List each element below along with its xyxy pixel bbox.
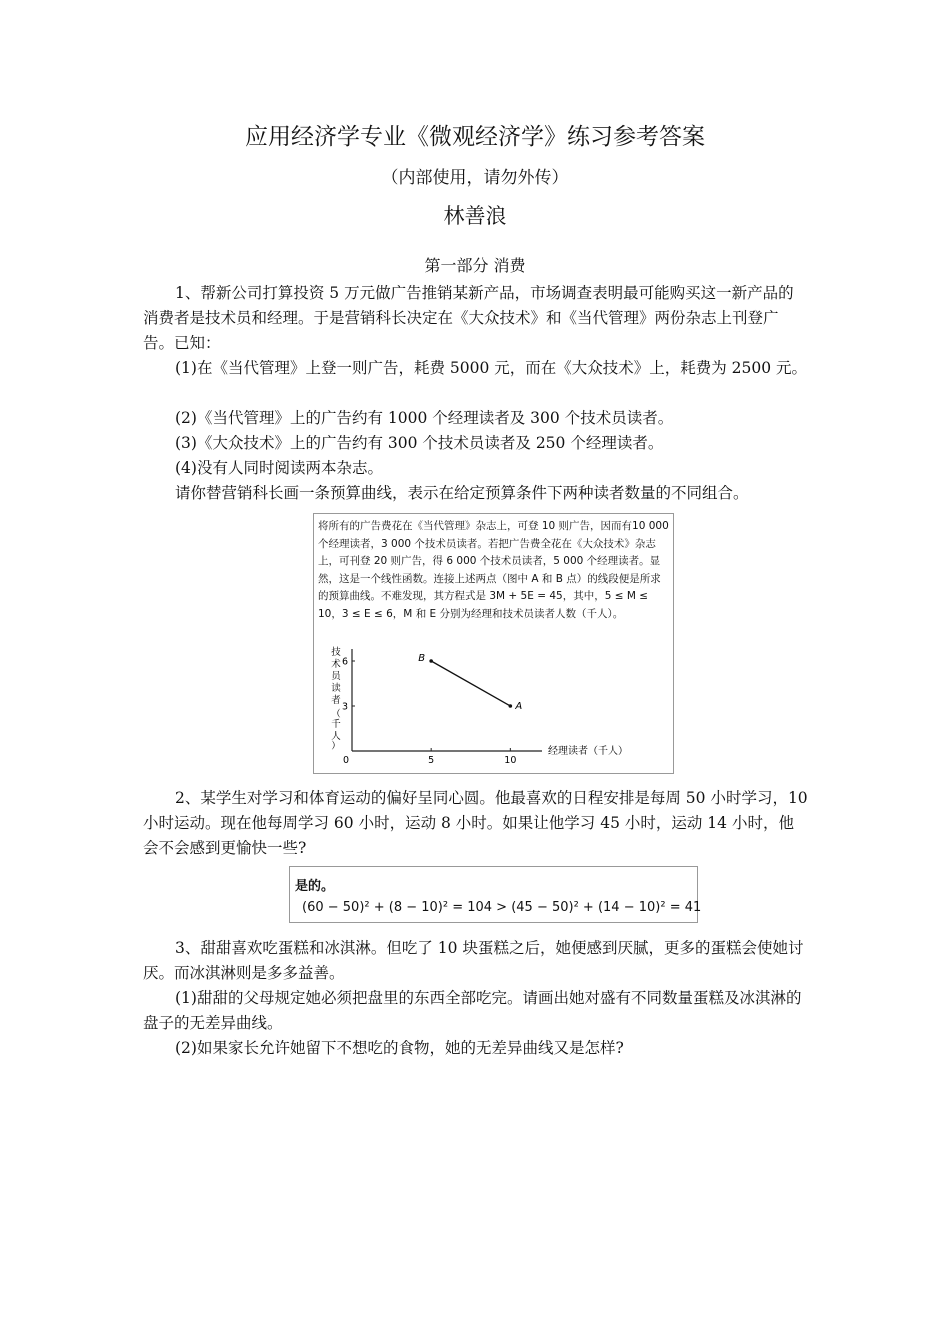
x-tick-label-10: 10 — [504, 755, 517, 766]
ylabel-line-2: 术 — [331, 659, 341, 670]
y-tick-label-3: 3 — [341, 701, 348, 713]
y-tick-label-6: 6 — [341, 656, 348, 668]
page-title: 应用经济学专业《微观经济学》练习参考答案 — [245, 124, 705, 150]
q3-condition-1: (1)甜甜的父母规定她必须把盘里的东西全部吃完。请画出她对盛有不同数量蛋糕及冰淇淋的盘子的无差异曲线。 — [143, 989, 802, 1032]
budget-line-segment — [431, 661, 510, 706]
budget-line-chart — [314, 641, 673, 771]
q1-question: 请你替营销科长画一条预算曲线，表示在给定预算条件下两种读者数量的不同组合。 — [175, 484, 749, 502]
x-tick-label-0: 0 — [342, 755, 350, 766]
section-heading: 第一部分 消费 — [424, 256, 526, 275]
q1-condition-4: (4)没有人同时阅读两本杂志。 — [175, 459, 383, 477]
q1-intro: 1、帮新公司打算投资 5 万元做广告推销某新产品，市场调查表明最可能购买这一新产品的消费者是技术员和经理。于是营销科长决定在《大众技术》和《当代管理》两份杂志上刊登广告。已知： — [143, 284, 794, 352]
chart-marks — [342, 653, 522, 766]
ylabel-line-3: 员 — [331, 671, 341, 682]
ylabel-line-8: 人 — [331, 731, 341, 742]
ylabel-line-6: （ — [331, 709, 341, 720]
q3-intro: 3、甜甜喜欢吃蛋糕和冰淇淋。但吃了 10 块蛋糕之后，她便感到厌腻，更多的蛋糕会使她讨厌。而冰淇淋则是多多益善。 — [143, 939, 804, 982]
q2-answer-equation: (60 − 50)² + (8 − 10)² = 104 > (45 − 50)² + (14 − 10)² = 41 — [302, 900, 702, 915]
q1-condition-1: (1)在《当代管理》上登一则广告，耗费 5000 元，而在《大众技术》上，耗费为 2500 元。 — [175, 359, 808, 377]
ylabel-line-5: 者 — [331, 695, 341, 706]
ylabel-line-1: 技 — [331, 647, 341, 658]
ylabel-line-9: ） — [331, 741, 341, 752]
ylabel-line-4: 读 — [331, 683, 341, 694]
point-label-b: B — [418, 653, 426, 664]
x-tick-label-5: 5 — [428, 755, 435, 766]
ylabel-line-7: 千 — [331, 719, 341, 730]
q2-question: 2、某学生对学习和体育运动的偏好呈同心圆。他最喜欢的日程安排是每周 50 小时学习，10 小时运动。现在他每周学习 60 小时，运动 8 小时。如果让他学习 45 小时，运动 14 小时，他会不会感到更愉快一些? — [143, 789, 808, 857]
q1-condition-3: (3)《大众技术》上的广告约有 300 个技术员读者及 250 个经理读者。 — [175, 434, 664, 452]
q1-answer-text: 将所有的广告费花在《当代管理》杂志上，可登 10 则广告，因而有10 000个经理读者，3 000 个技术员读者。若把广告费全花在《大众技术》杂志上，可刊登 20 则广告，得 6 000 个技术员读者，5 000 个经理读者。显然，这是一个线性函数。连接上述两点（图中 A 和 B 点）的线段便是所求的预算曲线。不难发现，其方程式是 3M + 5E = 45，其中，5 ≤ M ≤ 10，3 ≤ E ≤ 6，M 和 E 分别为经理和技术员读者人数（千人）。 — [318, 520, 669, 620]
q1-answer-figure — [313, 513, 674, 774]
author-name: 林善浪 — [443, 204, 507, 228]
q2-answer-box — [289, 866, 702, 923]
point-b — [429, 659, 433, 663]
point-label-a: A — [515, 701, 523, 712]
q2-answer-line-1: 是的。 — [295, 879, 335, 894]
chart-axes — [331, 646, 628, 757]
q3-condition-2: (2)如果家长允许她留下不想吃的食物，她的无差异曲线又是怎样? — [175, 1039, 624, 1057]
page-subtitle: （内部使用，请勿外传） — [381, 168, 569, 188]
point-a — [509, 704, 513, 708]
q1-condition-2: (2)《当代管理》上的广告约有 1000 个经理读者及 300 个技术员读者。 — [175, 409, 674, 427]
x-axis-label: 经理读者（千人） — [548, 746, 628, 757]
